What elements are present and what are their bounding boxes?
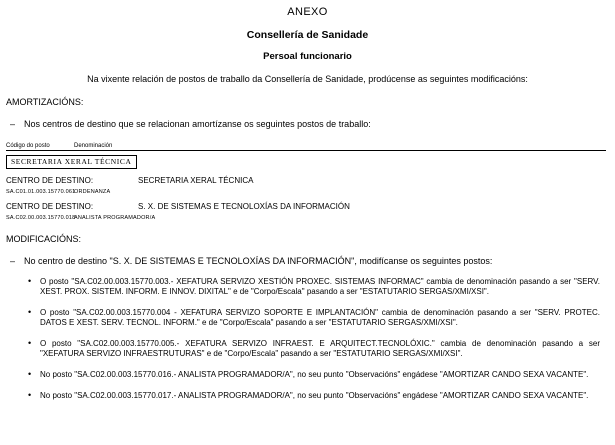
intro-paragraph: Na vixente relación de postos de traballo da Consellería de Sanidade, prodúcense as seguintes modificacións: bbox=[87, 74, 528, 84]
document-subtitle-secondary: Persoal funcionario bbox=[263, 51, 352, 62]
list-item-text: O posto "SA.C02.00.003.15770.004 - XEFATURA SERVIZO SOPORTE E IMPLANTACIÓN" cambia de denominación pasando a ser "SERV. PROTEC. DATOS E XEST. SERV. TECNOL. INFORM." e de "Corpo/Escala" pasando a ser "ESTATUTARIO SERGAS/XMI/XSI". bbox=[40, 308, 600, 327]
bullet-icon: • bbox=[28, 390, 32, 400]
centro-destino-value: S. X. DE SISTEMAS E TECNOLOXÍAS DA INFORMACIÓN bbox=[138, 202, 350, 211]
list-item bbox=[28, 277, 600, 297]
bullet-icon: • bbox=[28, 369, 32, 379]
table-row bbox=[6, 189, 615, 195]
document-subtitle: Consellería de Sanidade bbox=[246, 29, 369, 41]
status-badge: SECRETARIA XERAL TÉCNICA bbox=[6, 155, 137, 169]
centro-destino-row bbox=[6, 176, 615, 185]
table-row bbox=[6, 215, 615, 221]
centro-destino-label: CENTRO DE DESTINO: bbox=[6, 176, 94, 185]
bullet-icon: • bbox=[28, 307, 32, 317]
posto-denominacion: ORDENANZA bbox=[74, 189, 111, 195]
posto-codigo: SA.C01.01.003.15770.061 bbox=[6, 189, 76, 195]
centro-destino-row bbox=[6, 202, 615, 211]
dash-marker: – bbox=[10, 256, 16, 266]
dash-marker: – bbox=[10, 119, 16, 129]
table-header-rule bbox=[6, 150, 606, 151]
bullet-icon: • bbox=[28, 276, 32, 286]
section-heading-modificacions: MODIFICACIÓNS: bbox=[6, 234, 82, 244]
list-item bbox=[28, 339, 600, 359]
section-heading-amortizacions: AMORTIZACIÓNS: bbox=[6, 97, 84, 107]
list-item bbox=[28, 308, 600, 328]
list-item-text: No posto "SA.C02.00.003.15770.017.- ANALISTA PROGRAMADOR/A", no seu punto "Observacións" engádese "AMORTIZAR CANDO SEXA VACANTE". bbox=[40, 391, 589, 400]
page-title: ANEXO bbox=[287, 6, 328, 18]
centro-destino-label: CENTRO DE DESTINO: bbox=[6, 202, 94, 211]
centro-destino-value: SECRETARIA XERAL TÉCNICA bbox=[138, 176, 254, 185]
postos-table bbox=[6, 143, 615, 221]
table-column-headers bbox=[6, 143, 615, 149]
document-page bbox=[0, 6, 615, 445]
column-header-denominacion: Denominación bbox=[74, 143, 113, 149]
modificacions-bullet-list bbox=[28, 277, 615, 401]
list-item-text: O posto "SA.C02.00.003.15770.005.- XEFATURA SERVIZO INFRAEST. E ARQUITECT.TECNOLÓXIC." cambia de denominación pasando a ser "XEFATURA SERVIZO INFRAESTRUTURAS" e de "Corpo/Escala" pasando a ser "ESTATUTARIO SERGAS/XMI/XSI". bbox=[40, 339, 600, 358]
modificacions-list-item-text: No centro de destino "S. X. DE SISTEMAS E TECNOLOXÍAS DA INFORMACIÓN", modifícanse os seguintes postos: bbox=[24, 256, 493, 266]
list-item-text: No posto "SA.C02.00.003.15770.016.- ANALISTA PROGRAMADOR/A", no seu punto "Observacións" engádese "AMORTIZAR CANDO SEXA VACANTE". bbox=[40, 370, 589, 379]
amortizacions-list-item-text: Nos centros de destino que se relacionan amortízanse os seguintes postos de traballo: bbox=[24, 119, 371, 129]
list-item bbox=[28, 391, 600, 401]
posto-codigo: SA.C02.00.003.15770.018 bbox=[6, 215, 76, 221]
bullet-icon: • bbox=[28, 338, 32, 348]
modificacions-list-item bbox=[10, 256, 615, 266]
list-item-text: O posto "SA.C02.00.003.15770.003.- XEFATURA SERVIZO XESTIÓN PROXEC. SISTEMAS INFORMAC" cambia de denominación pasando a ser "SERV. XEST. PROX. SISTEM. INFORM. E INNOV. DIXITAL" e de "Corpo/Escala" pasando a ser "ESTATUTARIO SERGAS/XMI/XSI". bbox=[40, 277, 600, 296]
column-header-codigo: Código do posto bbox=[6, 143, 50, 149]
posto-denominacion: ANALISTA PROGRAMADOR/A bbox=[74, 215, 156, 221]
list-item bbox=[28, 370, 600, 380]
amortizacions-list-item bbox=[10, 119, 615, 129]
